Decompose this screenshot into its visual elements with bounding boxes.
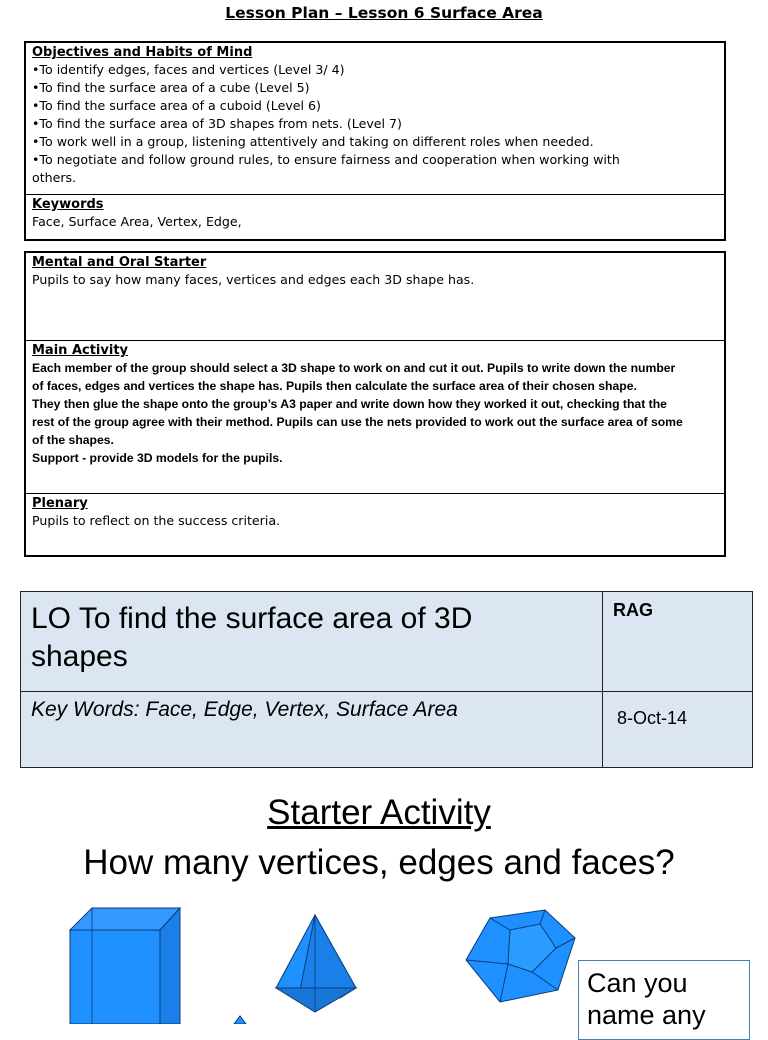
- plenary-text: Pupils to reflect on the success criteria.: [32, 513, 281, 528]
- objective-item: •To find the surface area of a cube (Level 5): [32, 80, 310, 95]
- pyramid-shape: [276, 915, 356, 1012]
- starter-activity-title: Starter Activity: [267, 793, 491, 832]
- objective-item: •To negotiate and follow ground rules, to ensure fairness and cooperation when working with: [32, 152, 620, 167]
- objectives-list: [32, 61, 718, 187]
- objectives-keywords-box: [24, 41, 726, 241]
- rag-cell: RAG: [603, 592, 752, 692]
- main-activity-heading: Main Activity: [32, 343, 129, 358]
- starter-question: How many vertices, edges and faces?: [83, 843, 675, 882]
- mental-starter-text: Pupils to say how many faces, vertices and edges each 3D shape has.: [32, 272, 475, 287]
- main-activity-line: of faces, edges and vertices the shape has. Pupils then calculate the surface area of their chosen shape.: [32, 379, 637, 393]
- main-activity-line: of the shapes.: [32, 433, 114, 447]
- cube-shape: [70, 908, 180, 1024]
- main-activity-line: Each member of the group should select a 3D shape to work on and cut it out. Pupils to write down the number: [32, 361, 676, 375]
- objective-item: •To work well in a group, listening attentively and taking on different roles when needed.: [32, 134, 594, 149]
- mental-starter-section: [26, 253, 724, 341]
- objective-item: others.: [32, 170, 77, 185]
- keywords-heading: Keywords: [32, 197, 104, 212]
- activities-box: [24, 251, 726, 557]
- callout-box: [578, 960, 750, 1040]
- objective-item: •To identify edges, faces and vertices (Level 3/ 4): [32, 62, 345, 77]
- key-words-cell: Key Words: Face, Edge, Vertex, Surface Area: [21, 692, 603, 767]
- main-activity-line: rest of the group agree with their method. Pupils can use the nets provided to work out the surface area of some: [32, 415, 683, 429]
- callout-line-2: name any: [587, 1000, 706, 1030]
- plenary-heading: Plenary: [32, 496, 88, 511]
- callout-line-1: Can you: [587, 968, 688, 998]
- keywords-section: [26, 195, 724, 239]
- date-cell: 8-Oct-14: [617, 708, 688, 728]
- small-shape-tip: [234, 1016, 246, 1024]
- lo-cell: [21, 592, 603, 692]
- keywords-text: Face, Surface Area, Vertex, Edge,: [32, 214, 242, 229]
- plenary-section: [26, 494, 724, 554]
- main-activity-text: [32, 359, 718, 467]
- dodecahedron-shape: [466, 910, 575, 1002]
- learning-objective-table: [20, 591, 753, 768]
- main-activity-line: They then glue the shape onto the group’s A3 paper and write down how they worked it out, checking that the: [32, 397, 667, 411]
- lo-line-2: shapes: [31, 640, 128, 673]
- lo-line-1: LO To find the surface area of 3D: [31, 602, 473, 635]
- objectives-heading: Objectives and Habits of Mind: [32, 45, 253, 60]
- main-activity-line: Support - provide 3D models for the pupils.: [32, 451, 283, 465]
- main-activity-section: [26, 341, 724, 494]
- objective-item: •To find the surface area of 3D shapes from nets. (Level 7): [32, 116, 402, 131]
- lesson-plan-title: Lesson Plan – Lesson 6 Surface Area: [225, 4, 543, 22]
- objective-item: •To find the surface area of a cuboid (Level 6): [32, 98, 321, 113]
- mental-starter-heading: Mental and Oral Starter: [32, 255, 207, 270]
- objectives-section: [26, 43, 724, 195]
